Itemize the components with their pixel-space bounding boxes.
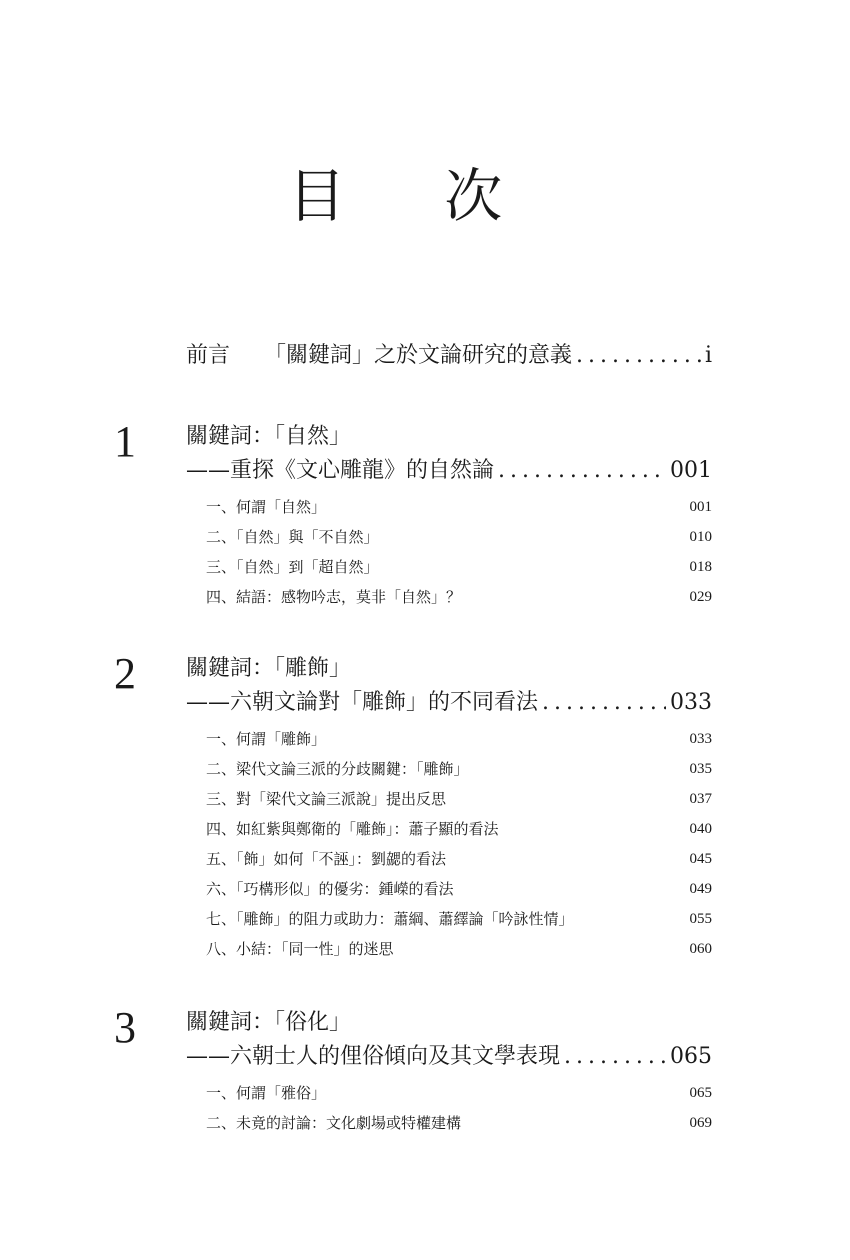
section-page: 033 [689, 731, 712, 747]
section-title: 二、「自然」與「不自然」 [206, 528, 379, 546]
section-page: 069 [689, 1115, 712, 1131]
section-page: 040 [689, 821, 712, 837]
chapter-number: 3 [114, 1003, 136, 1052]
chapter-subtitle: ——六朝士人的俚俗傾向及其文學表現 [186, 1044, 561, 1069]
toc-section[interactable] [206, 814, 712, 844]
preface-title: 「關鍵詞」之於文論研究的意義 [264, 343, 573, 368]
chapter-keyword: 關鍵詞：「自然」 [186, 424, 352, 449]
section-page: 001 [689, 499, 712, 515]
dot-leader [498, 454, 666, 488]
section-page: 049 [689, 881, 712, 897]
section-page: 037 [689, 791, 712, 807]
dot-leader [542, 686, 666, 720]
chapter-subtitle: ——六朝文論對「雕飾」的不同看法 [186, 690, 539, 715]
section-list [206, 1078, 712, 1138]
section-title: 八、小結：「同一性」的迷思 [206, 940, 394, 958]
chapter-subtitle: ——重探《文心雕龍》的自然論 [186, 458, 495, 483]
preface-label: 前言 [186, 343, 231, 368]
toc-section[interactable] [206, 754, 712, 784]
chapter-page: 065 [670, 1044, 712, 1069]
toc-section[interactable] [206, 904, 712, 934]
section-title: 四、結語：感物吟志，莫非「自然」？ [206, 588, 462, 606]
toc-section[interactable] [206, 784, 712, 814]
section-title: 三、對「梁代文論三派說」提出反思 [206, 790, 447, 808]
section-title: 一、何謂「雕飾」 [206, 730, 327, 748]
toc-section[interactable] [206, 724, 712, 754]
toc-section[interactable] [206, 1108, 712, 1138]
toc-section[interactable] [206, 552, 712, 582]
toc-section[interactable] [206, 582, 712, 612]
section-title: 二、未竟的討論：文化劇場或特權建構 [206, 1114, 462, 1132]
page-title: 目 次 [287, 161, 543, 230]
chapter-page: 001 [670, 458, 712, 483]
toc-section[interactable] [206, 492, 712, 522]
chapter-number: 1 [114, 417, 136, 466]
chapter-heading[interactable] [186, 652, 712, 720]
chapter-heading[interactable] [186, 420, 712, 488]
toc-section[interactable] [206, 934, 712, 964]
preface-page: i [704, 343, 712, 368]
section-list [206, 492, 712, 612]
chapter-keyword: 關鍵詞：「俗化」 [186, 1010, 352, 1035]
toc-entry-preface[interactable] [186, 338, 712, 369]
section-page: 065 [689, 1085, 712, 1101]
chapter-heading[interactable] [186, 1006, 712, 1074]
toc-section[interactable] [206, 522, 712, 552]
section-title: 二、梁代文論三派的分歧關鍵：「雕飾」 [206, 760, 469, 778]
section-page: 029 [689, 589, 712, 605]
section-title: 三、「自然」到「超自然」 [206, 558, 379, 576]
toc-section[interactable] [206, 844, 712, 874]
section-title: 六、「巧構形似」的優劣：鍾嶸的看法 [206, 880, 454, 898]
section-page: 018 [689, 559, 712, 575]
section-title: 七、「雕飾」的阻力或助力：蕭綱、蕭繹論「吟詠性情」 [206, 910, 574, 928]
chapter-number: 2 [114, 649, 136, 698]
dot-leader [564, 1040, 666, 1074]
section-title: 一、何謂「自然」 [206, 498, 327, 516]
toc-section[interactable] [206, 1078, 712, 1108]
section-page: 010 [689, 529, 712, 545]
section-title: 五、「飾」如何「不誣」：劉勰的看法 [206, 850, 447, 868]
section-title: 四、如紅紫與鄭衛的「雕飾」：蕭子顯的看法 [206, 820, 499, 838]
section-page: 045 [689, 851, 712, 867]
section-page: 055 [689, 911, 712, 927]
section-page: 035 [689, 761, 712, 777]
chapter-page: 033 [670, 690, 712, 715]
section-page: 060 [689, 941, 712, 957]
section-title: 一、何謂「雅俗」 [206, 1084, 327, 1102]
toc-section[interactable] [206, 874, 712, 904]
section-list [206, 724, 712, 964]
dot-leader [576, 343, 701, 368]
chapter-keyword: 關鍵詞：「雕飾」 [186, 656, 352, 681]
